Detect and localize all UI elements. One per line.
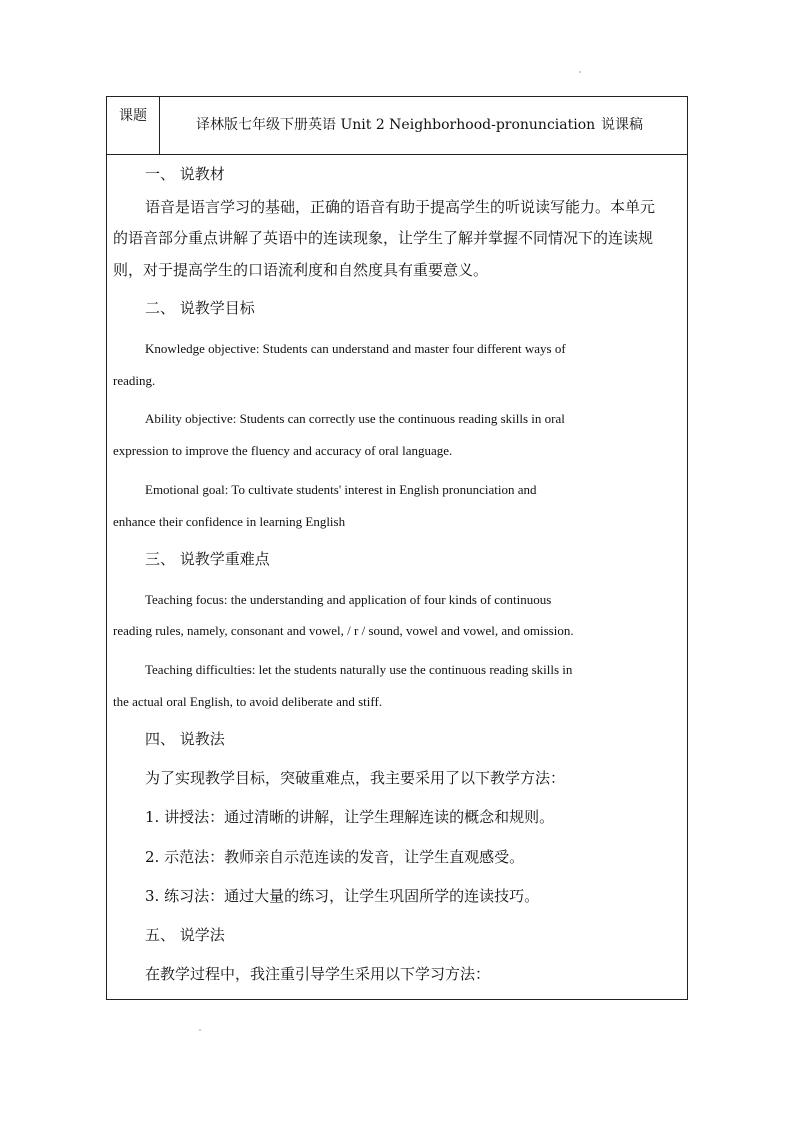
page-mark [199, 1029, 201, 1031]
paragraph-line: Teaching difficulties: let the students naturally use the continuous reading skills in [145, 662, 573, 677]
paragraph-line: 则，对于提高学生的口语流利度和自然度具有重要意义。 [113, 261, 489, 279]
section-heading: 四、 说教法 [145, 730, 225, 748]
paragraph-line: 的语音部分重点讲解了英语中的连读现象，让学生了解并掌握不同情况下的连读规 [113, 229, 654, 247]
page-mark [579, 71, 581, 73]
section-heading: 三、 说教学重难点 [145, 550, 270, 568]
paragraph-line: enhance their confidence in learning English [113, 514, 346, 529]
section-heading: 五、 说学法 [145, 926, 225, 944]
list-item: 1. 讲授法：通过清晰的讲解，让学生理解连读的概念和规则。 [145, 808, 555, 826]
topic-label: 课题 [107, 97, 160, 154]
paragraph-line: expression to improve the fluency and accuracy of oral language. [113, 443, 453, 458]
paragraph-line: Knowledge objective: Students can understand and master four different ways of [145, 341, 566, 356]
paragraph-line: reading rules, namely, consonant and vowel, / r / sound, vowel and vowel, and omission. [113, 623, 574, 638]
paragraph-line: 在教学过程中，我注重引导学生采用以下学习方法： [145, 965, 491, 983]
content-area [107, 155, 687, 1001]
header-row [107, 97, 687, 155]
section-heading: 二、 说教学目标 [145, 299, 255, 317]
lesson-title: 译林版七年级下册英语 Unit 2 Neighborhood-pronunciation [196, 117, 596, 133]
section-heading: 一、 说教材 [145, 165, 225, 183]
lesson-plan-table [106, 96, 688, 1000]
paragraph-line: the actual oral English, to avoid deliberate and stiff. [113, 694, 383, 709]
paragraph-line: Ability objective: Students can correctly use the continuous reading skills in oral [145, 411, 565, 426]
paragraph-line: 语音是语言学习的基础，正确的语音有助于提高学生的听说读写能力。本单元 [145, 198, 656, 216]
list-item: 2. 示范法：教师亲自示范连读的发音，让学生直观感受。 [145, 848, 525, 866]
paragraph-line: reading. [113, 373, 156, 388]
paragraph-line: Emotional goal: To cultivate students' interest in English pronunciation and [145, 482, 537, 497]
title-cell [160, 97, 687, 154]
list-item: 3. 练习法：通过大量的练习，让学生巩固所学的连读技巧。 [145, 887, 540, 905]
paragraph-line: 为了实现教学目标，突破重难点，我主要采用了以下教学方法： [145, 769, 566, 787]
lesson-title-suffix: 说课稿 [601, 117, 643, 133]
paragraph-line: Teaching focus: the understanding and application of four kinds of continuous [145, 592, 552, 607]
